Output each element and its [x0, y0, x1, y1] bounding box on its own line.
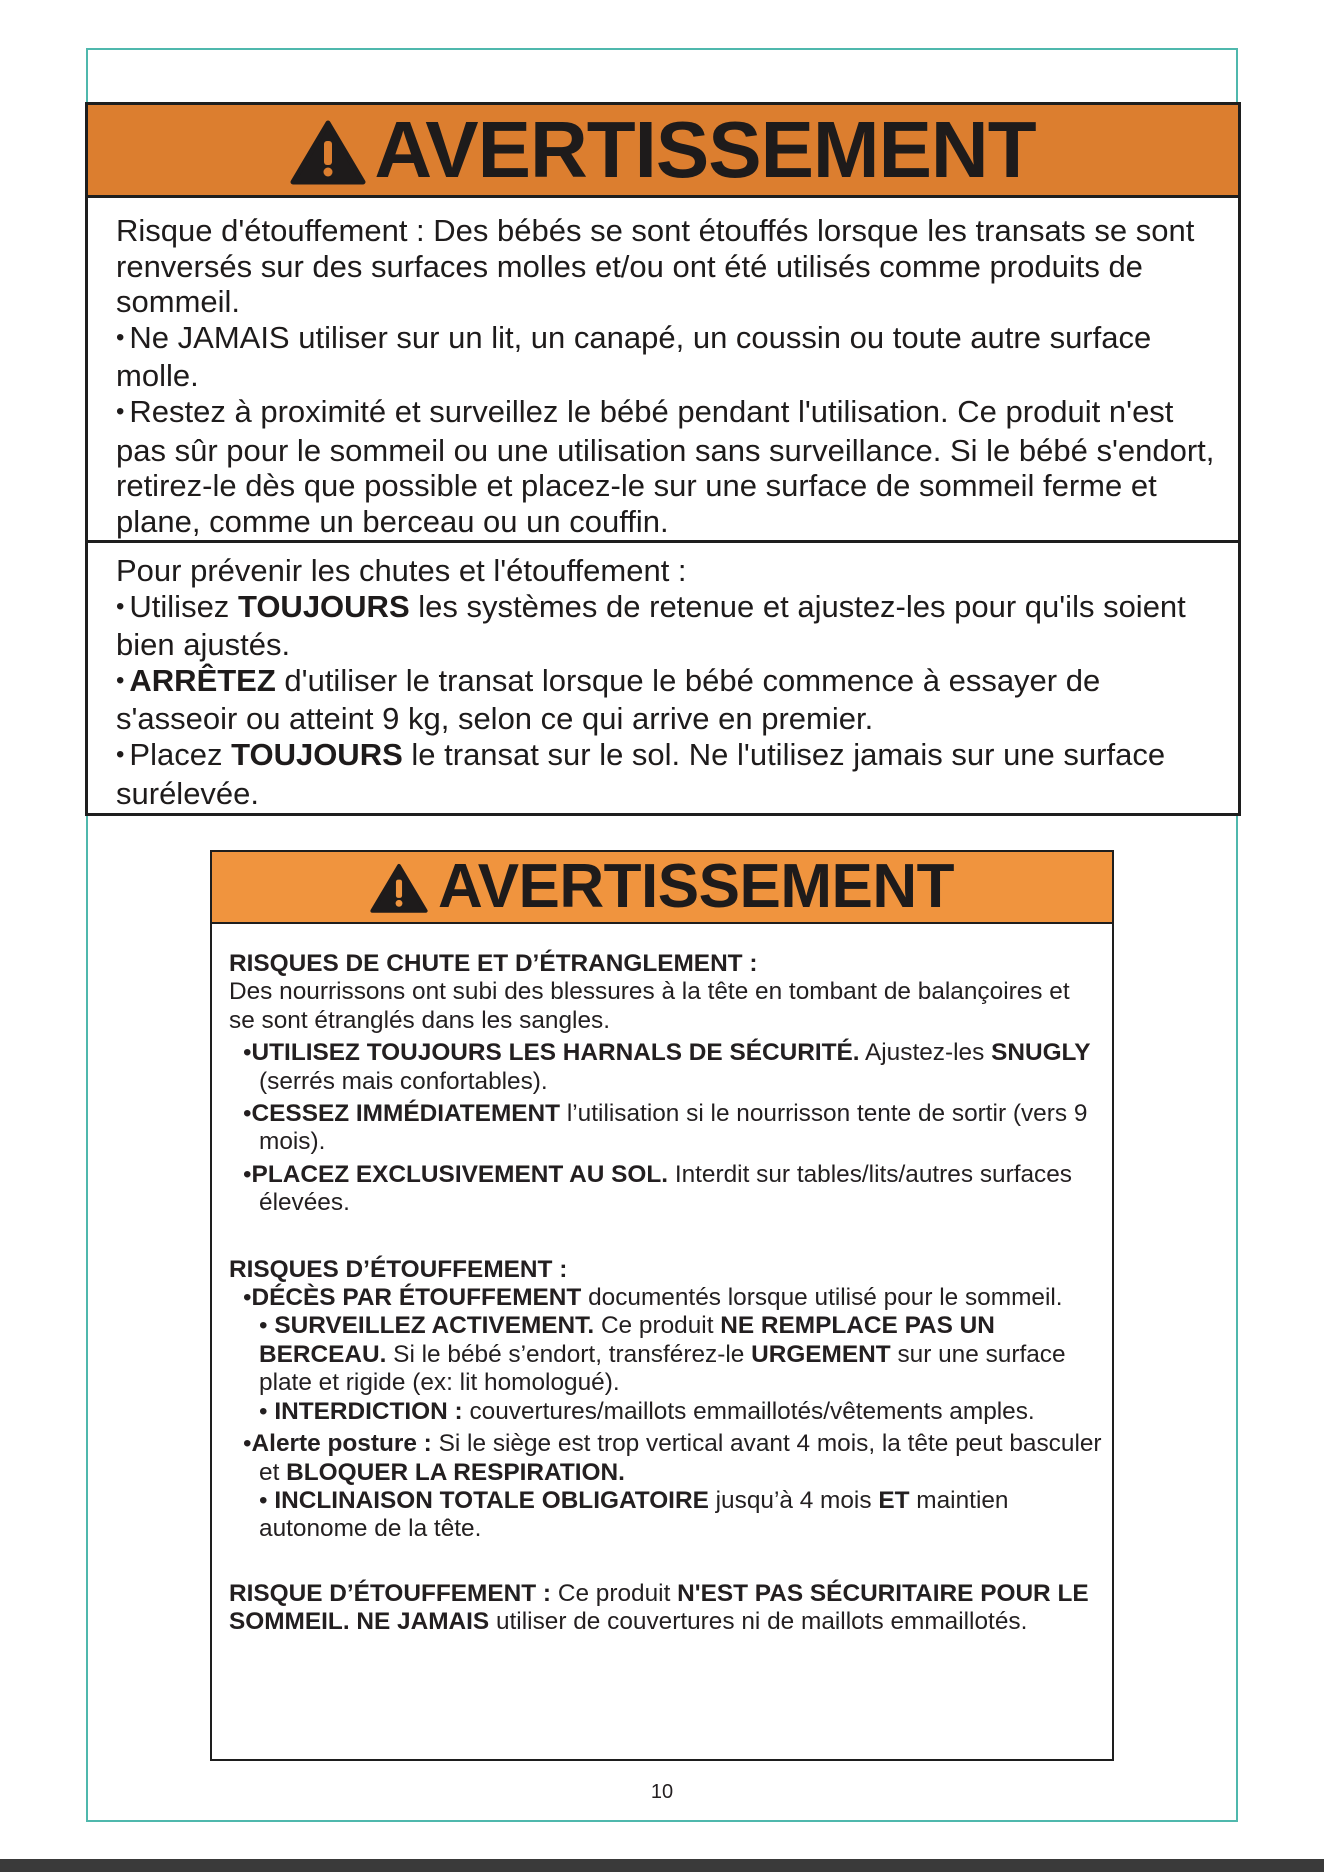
warning-body [212, 924, 1112, 1637]
warning-bullet: • Ne JAMAIS utiliser sur un lit, un canapé, un coussin ou toute autre surface molle. [116, 319, 1152, 394]
warning-bullet: • INTERDICTION : couvertures/maillots emmaillotés/vêtements amples. [259, 1397, 1035, 1425]
warning-bullet: • ARRÊTEZ d'utiliser le transat lorsque le bébé commence à essayer de s'asseoir ou atteint 9 kg, selon ce qui arrive en premier. [116, 662, 1101, 737]
warning-intro: Pour prévenir les chutes et l'étouffement : [116, 553, 687, 588]
warning-box-top [85, 102, 1241, 816]
warning-bullet: •DÉCÈS PAR ÉTOUFFEMENT documentés lorsque utilisé pour le sommeil. [243, 1284, 1063, 1312]
page-number: 10 [650, 1781, 674, 1803]
warning-intro: Risque d'étouffement : Des bébés se sont étouffés lorsque les transats se sont renversés sur des surfaces molles et/ou ont été utilisés comme produits de sommeil. [116, 213, 1195, 320]
warning-bullet: • Placez TOUJOURS le transat sur le sol. Ne l'utilisez jamais sur une surface surélevée. [116, 736, 1166, 811]
final-warning: RISQUE D’ÉTOUFFEMENT : Ce produit N'EST PAS SÉCURITAIRE POUR LE SOMMEIL. NE JAMAIS utiliser de couvertures ni de maillots emmaillotés. [229, 1579, 1089, 1636]
warning-bullet: •Alerte posture : Si le siège est trop vertical avant 4 mois, la tête peut basculer et BLOQUER LA RESPIRATION. [243, 1430, 1102, 1486]
warning-bullet: •UTILISEZ TOUJOURS LES HARNALS DE SÉCURITÉ. Ajustez-les SNUGLY (serrés mais confortables). [243, 1039, 1091, 1095]
warning-bullet: •PLACEZ EXCLUSIVEMENT AU SOL. Interdit sur tables/lits/autres surfaces élevées. [243, 1160, 1073, 1217]
warning-banner-bottom [212, 852, 1112, 924]
warning-bullet: • INCLINAISON TOTALE OBLIGATOIRE jusqu’à 4 mois ET maintien autonome de la tête. [259, 1486, 1009, 1543]
section-heading: RISQUES D’ÉTOUFFEMENT : [229, 1255, 568, 1283]
warning-bullet: •CESSEZ IMMÉDIATEMENT l’utilisation si le nourrisson tente de sortir (vers 9 mois). [243, 1100, 1088, 1156]
warning-triangle-icon [370, 862, 428, 914]
warning-triangle-icon [290, 119, 366, 185]
warning-bullet: • Restez à proximité et surveillez le bébé pendant l'utilisation. Ce produit n'est pas sûr pour le sommeil ou une utilisation sans surveillance. Si le bébé s'endort, retirez-le dès que possible et placez-le sur une surface de sommeil ferme et plane, comme un berceau ou un couffin. [116, 393, 1215, 539]
section-heading: RISQUES DE CHUTE ET D’ÉTRANGLEMENT : [229, 950, 758, 977]
warning-bullet: • SURVEILLEZ ACTIVEMENT. Ce produit NE REMPLACE PAS UN BERCEAU. Si le bébé s’endort, transférez-le URGEMENT sur une surface plate et rigide (ex: lit homologué). [259, 1312, 1066, 1397]
warning-section-falls [88, 543, 1238, 821]
warning-box-bottom [210, 850, 1114, 1761]
bottom-bar [0, 1859, 1324, 1872]
warning-banner-top [88, 105, 1238, 198]
warning-title: AVERTISSEMENT [374, 105, 1036, 194]
section-intro: Des nourrissons ont subi des blessures à la tête en tombant de balançoires et se sont étranglés dans les sangles. [229, 978, 1070, 1034]
warning-title: AVERTISSEMENT [438, 852, 954, 921]
warning-section-tipover [88, 198, 1238, 543]
warning-bullet: • Utilisez TOUJOURS les systèmes de retenue et ajustez-les pour qu'ils soient bien ajustés. [116, 588, 1186, 663]
